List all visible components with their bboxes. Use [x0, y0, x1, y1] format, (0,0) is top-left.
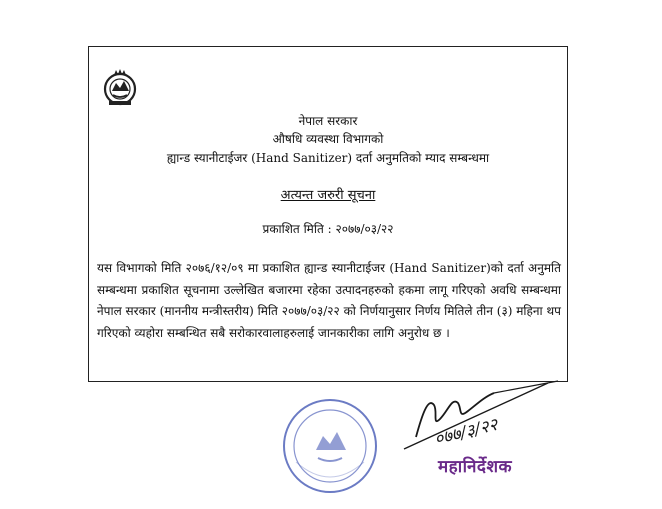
department-stamp-icon — [276, 392, 384, 500]
published-date: प्रकाशित मिति : २०७७/०३/२२ — [262, 222, 394, 236]
signatory-title: महानिर्देशक — [438, 457, 513, 477]
signature-date: ०७७/३/२२ — [432, 414, 500, 450]
signature-icon — [398, 375, 568, 455]
nepal-emblem-icon — [103, 67, 137, 107]
government-name: नेपाल सरकार — [298, 114, 358, 128]
notice-subject: अत्यन्त जरुरी सूचना — [280, 188, 376, 203]
notice-body: यस विभागको मिति २०७६/१२/०९ मा प्रकाशित ह्यान्ड स्यानीटाईजर (Hand Sanitizer)को दर्ता अनुमति सम्बन्धमा प्रकाशित सूचनामा उल्लेखित बजारमा रहेका उत्पादनहरुको हकमा लागू गरिएको अवधि सम्बन्धमा नेपाल सरकार (माननीय मन्त्रीस्तरीय) मिति २०७७/०३/२२ को निर्णयानुसार निर्णय मितिले तीन (३) महिना थप गरिएको व्यहोरा सम्बन्धित सबै सरोकारवालाहरुलाई जानकारीका लागि अनुरोध छ । — [97, 261, 561, 340]
notice-box — [88, 46, 568, 382]
notice-heading: ह्यान्ड स्यानीटाईजर (Hand Sanitizer) दर्ता अनुमतिको म्याद सम्बन्धमा — [166, 151, 490, 165]
department-name: औषधि व्यवस्था विभागको — [272, 132, 384, 146]
